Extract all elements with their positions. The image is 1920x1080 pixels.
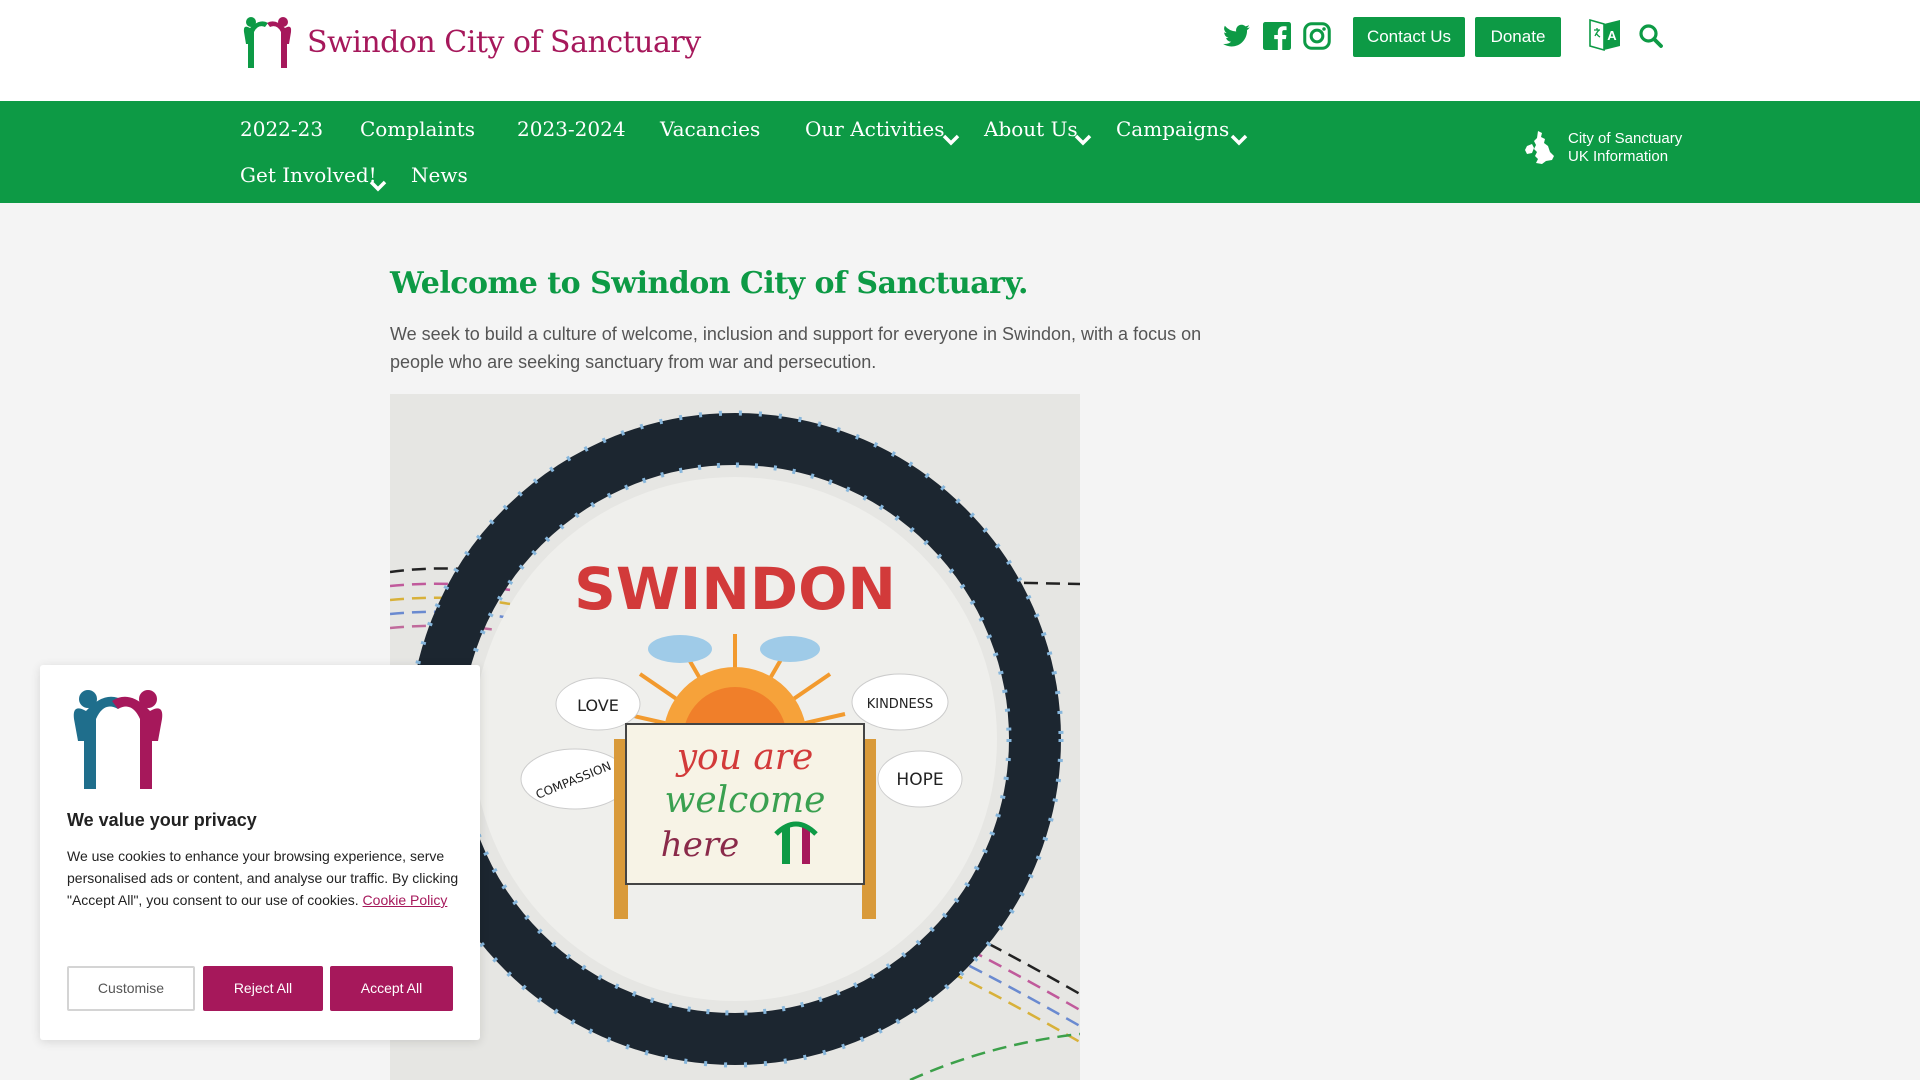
hero-banner-line3: here [660,825,740,865]
twitter-icon[interactable] [1223,22,1253,52]
customise-button[interactable]: Customise [67,966,195,1011]
chevron-down-icon[interactable] [1074,133,1092,145]
hero-banner-line2: welcome [664,780,826,821]
cos-line1: City of Sanctuary [1568,130,1683,147]
nav-item-get-involved[interactable]: Get Involved! [240,163,377,187]
cookie-title: We value your privacy [67,810,257,830]
nav-item-campaigns[interactable]: Campaigns [1116,117,1230,141]
logo-icon [66,685,170,791]
site-logo[interactable] [240,14,701,70]
nav-item-news[interactable]: News [411,163,468,187]
hero-top-text: SWINDON [574,555,896,623]
cookie-policy-link[interactable]: Cookie Policy [362,892,448,908]
instagram-icon[interactable] [1303,22,1333,52]
chevron-down-icon[interactable] [942,133,960,145]
chevron-down-icon[interactable] [1230,133,1248,145]
nav-item-2022-23[interactable]: 2022-23 [240,117,324,141]
cookie-text: We use cookies to enhance your browsing experience, serve personalised ads or content, and analyse our traffic. By clicking "Accept All", you consent to our use of cookies. [67,848,459,908]
reject-all-button[interactable]: Reject All [203,966,323,1011]
logo-icon [240,14,295,70]
search-icon[interactable] [1638,23,1664,49]
nav-item-2023-2024[interactable]: 2023-2024 [517,117,626,141]
social-links [1223,22,1333,52]
hero-word-hope: HOPE [896,770,944,790]
accept-all-button[interactable]: Accept All [330,966,453,1011]
hero-word-compassion: COMPASSION [533,758,614,802]
site-title: Swindon City of Sanctuary [307,24,701,60]
chevron-down-icon[interactable] [369,179,387,191]
nav-item-complaints[interactable]: Complaints [360,117,476,141]
cos-line2: UK Information [1568,148,1669,165]
uk-map-icon [1524,130,1556,166]
nav-item-vacancies[interactable]: Vacancies [660,117,761,141]
hero-image [390,394,1080,1080]
contact-us-button[interactable]: Contact Us [1353,17,1465,57]
nav-item-our-activities[interactable]: Our Activities [805,117,945,141]
hero-word-love: LOVE [577,696,619,715]
translate-icon[interactable] [1588,16,1622,54]
facebook-icon[interactable] [1263,22,1293,52]
hero-word-kindness: KINDNESS [866,697,934,712]
intro-paragraph: We seek to build a culture of welcome, inclusion and support for everyone in Swindon, with a focus on people who are seeking sanctuary from war and persecution. [390,324,1202,372]
svg-text:A: A [1607,28,1617,43]
page-heading: Welcome to Swindon City of Sanctuary. [390,266,1028,301]
cookie-consent-dialog [40,665,480,1040]
hero-banner-line1: you are [676,737,814,778]
cookie-description [67,845,462,911]
nav-item-about-us[interactable]: About Us [984,117,1078,141]
site-header [0,0,1920,101]
city-of-sanctuary-uk-link[interactable] [1524,130,1682,166]
donate-button[interactable]: Donate [1475,17,1561,57]
